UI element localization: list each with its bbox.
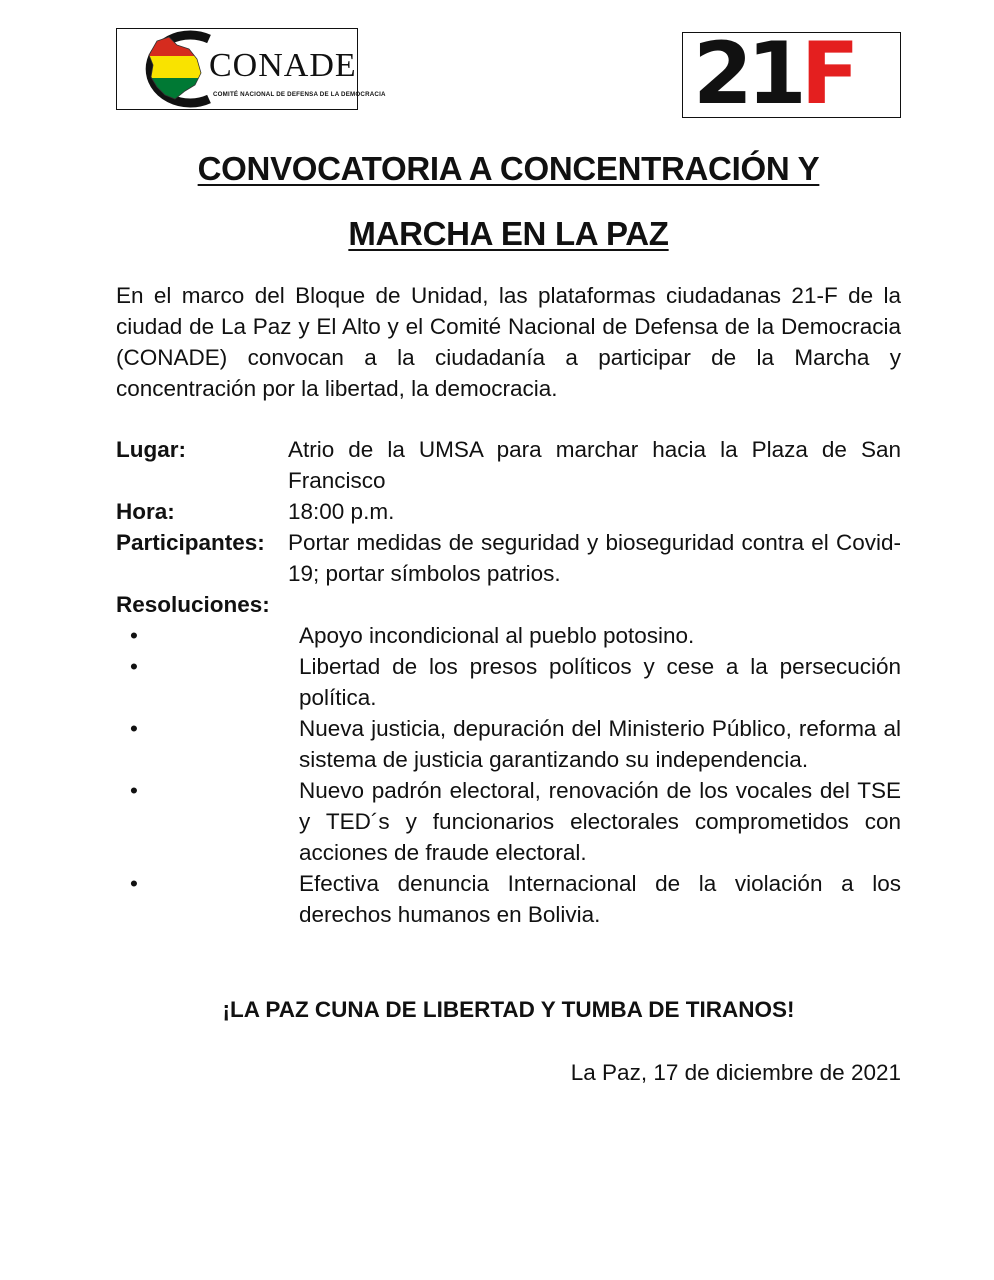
field-value xyxy=(288,589,901,620)
field-label: Participantes: xyxy=(116,530,265,555)
21f-number: 21 xyxy=(693,32,801,118)
resolution-text: Nuevo padrón electoral, renovación de los vocales del TSE y TED´s y funcionarios electorales comprometidos con acciones de fraude electoral. xyxy=(299,778,901,865)
event-details xyxy=(116,434,901,620)
bullet-icon: • xyxy=(130,623,138,648)
conade-logo xyxy=(116,28,386,110)
resolution-text: Apoyo incondicional al pueblo potosino. xyxy=(299,623,695,648)
list-item xyxy=(116,868,901,930)
field-label: Resoluciones: xyxy=(116,592,270,617)
field-lugar xyxy=(116,434,901,496)
field-hora xyxy=(116,496,901,527)
field-value: Portar medidas de seguridad y bioseguridad contra el Covid-19; portar símbolos patrios. xyxy=(288,530,901,586)
document-title-line-1: CONVOCATORIA A CONCENTRACIÓN Y xyxy=(197,150,820,187)
21f-letter: F xyxy=(800,32,854,118)
resolutions-list xyxy=(116,620,901,930)
bullet-icon: • xyxy=(130,778,138,803)
bullet-icon: • xyxy=(130,716,138,741)
document-title-line-2: MARCHA EN LA PAZ xyxy=(348,215,669,252)
field-value: 18:00 p.m. xyxy=(288,499,395,524)
conade-wordmark: CONADE xyxy=(209,47,357,84)
bullet-icon: • xyxy=(130,871,138,896)
list-item xyxy=(116,713,901,775)
conade-subtitle: COMITÉ NACIONAL DE DEFENSA DE LA DEMOCRACIA xyxy=(213,91,386,98)
field-label: Hora: xyxy=(116,499,175,524)
field-value: Atrio de la UMSA para marchar hacia la Plaza de San Francisco xyxy=(288,437,901,493)
resolution-text: Libertad de los presos políticos y cese a la persecución política. xyxy=(299,654,901,710)
document-date: La Paz, 17 de diciembre de 2021 xyxy=(570,1060,901,1085)
resolution-text: Nueva justicia, depuración del Ministerio Público, reforma al sistema de justicia garantizando su independencia. xyxy=(299,716,901,772)
field-label: Lugar: xyxy=(116,437,186,462)
field-participantes xyxy=(116,527,901,589)
list-item xyxy=(116,775,901,868)
21f-logo xyxy=(682,32,901,118)
intro-paragraph: En el marco del Bloque de Unidad, las plataformas ciudadanas 21-F de la ciudad de La Paz y El Alto y el Comité Nacional de Defensa de la Democracia (CONADE) convocan a la ciudadanía a participar de la Marcha y concentración por la libertad, la democracia. xyxy=(116,283,901,401)
field-resoluciones xyxy=(116,589,901,620)
slogan: ¡LA PAZ CUNA DE LIBERTAD Y TUMBA DE TIRANOS! xyxy=(222,997,795,1022)
list-item xyxy=(116,651,901,713)
list-item xyxy=(116,620,901,651)
resolution-text: Efectiva denuncia Internacional de la violación a los derechos humanos en Bolivia. xyxy=(299,871,901,927)
bullet-icon: • xyxy=(130,654,138,679)
